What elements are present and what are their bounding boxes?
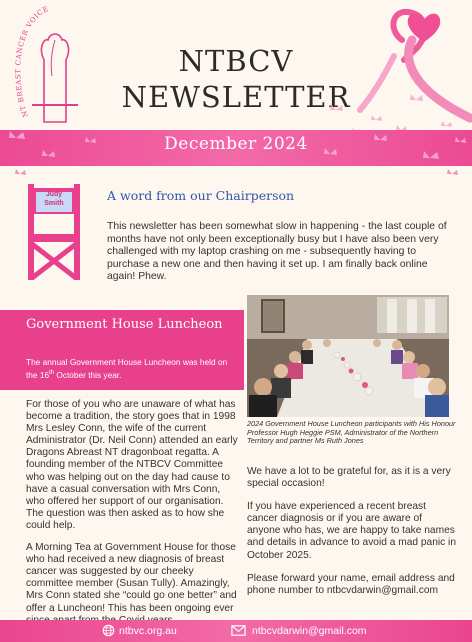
website-link[interactable]: ntbvc.org.au [119, 625, 177, 637]
issue-date: December 2024 [164, 134, 308, 154]
government-house-heading: Government House Luncheon [26, 317, 223, 332]
globe-icon [101, 624, 116, 637]
header [0, 0, 472, 140]
subtitle-part1: The annual Government House Luncheon was held on the 16 [26, 357, 228, 380]
newsletter-title-line2: NEWSLETTER [121, 80, 351, 114]
newsletter-title-line1: NTBCV [178, 44, 294, 78]
story-paragraph: We have a lot to be grateful for, as it is a very special occasion! [247, 466, 451, 490]
chair-name-line2: Smith [44, 200, 64, 207]
decorative-butterflies [316, 40, 466, 140]
email-link[interactable]: ntbcvdarwin@gmail.com [252, 625, 367, 637]
subtitle-sup: th [49, 369, 55, 376]
logo-arc-text: NT BREAST CANCER VOICE [14, 4, 51, 119]
story-paragraph: A Morning Tea at Government House for those who had received a new diagnosis of breast cancer was suggested by our cheeky committee member (Susan Tully). Amazingly, Mrs Conn stated she “could go one better” and offer a Luncheon! This has been ongoing ever [26, 542, 237, 614]
story-paragraph: For those of you who are unaware of what has become a tradition, the story goes that in 1998 Mrs Lesley Conn, the wife of the current Administrator (Dr. Neil Conn) attended an early Dragons Abreast NT dragonboat regatta. A founding member of the NTBCV Committee who was helping out on the day had cause to have a casual conversation with Mrs Conn, who offered her support of our organisation. The question was then asked as to how she could help. [26, 399, 238, 531]
photo-caption: 2024 Government House Luncheon participants with His Honour Professor Hugh Heggie PSM, Administrator of the Northern Territory and partner Ms Ruth Jones [247, 419, 456, 446]
chair-name-line1: Judy [45, 191, 63, 198]
government-house-subtitle [26, 357, 238, 380]
chair-nameplate [34, 190, 74, 208]
story-paragraph: If you have experienced a recent breast cancer diagnosis or if you are aware of anyone who has, we are happy to take names and details in advance to avoid a mad panic in October 2025. [247, 501, 456, 561]
story-right-column [247, 466, 457, 608]
story-paragraph: Please forward your name, email address and phone number to ntbcvdarwin@gmail.com [247, 572, 455, 596]
luncheon-photo [247, 295, 449, 417]
story-left-column [26, 399, 240, 637]
envelope-icon [231, 624, 246, 637]
chairperson-heading: A word from our Chairperson [107, 188, 295, 203]
subtitle-part2: October this year. [54, 369, 122, 380]
chairperson-message: This newsletter has been somewhat slow in happening - the last couple of months have not only been exceptionally busy but I have also been very challenged with my laptop crashing on me - subsequently having to purchase a new one and then having it set up. I am finally back online again! Phew. [107, 221, 447, 283]
